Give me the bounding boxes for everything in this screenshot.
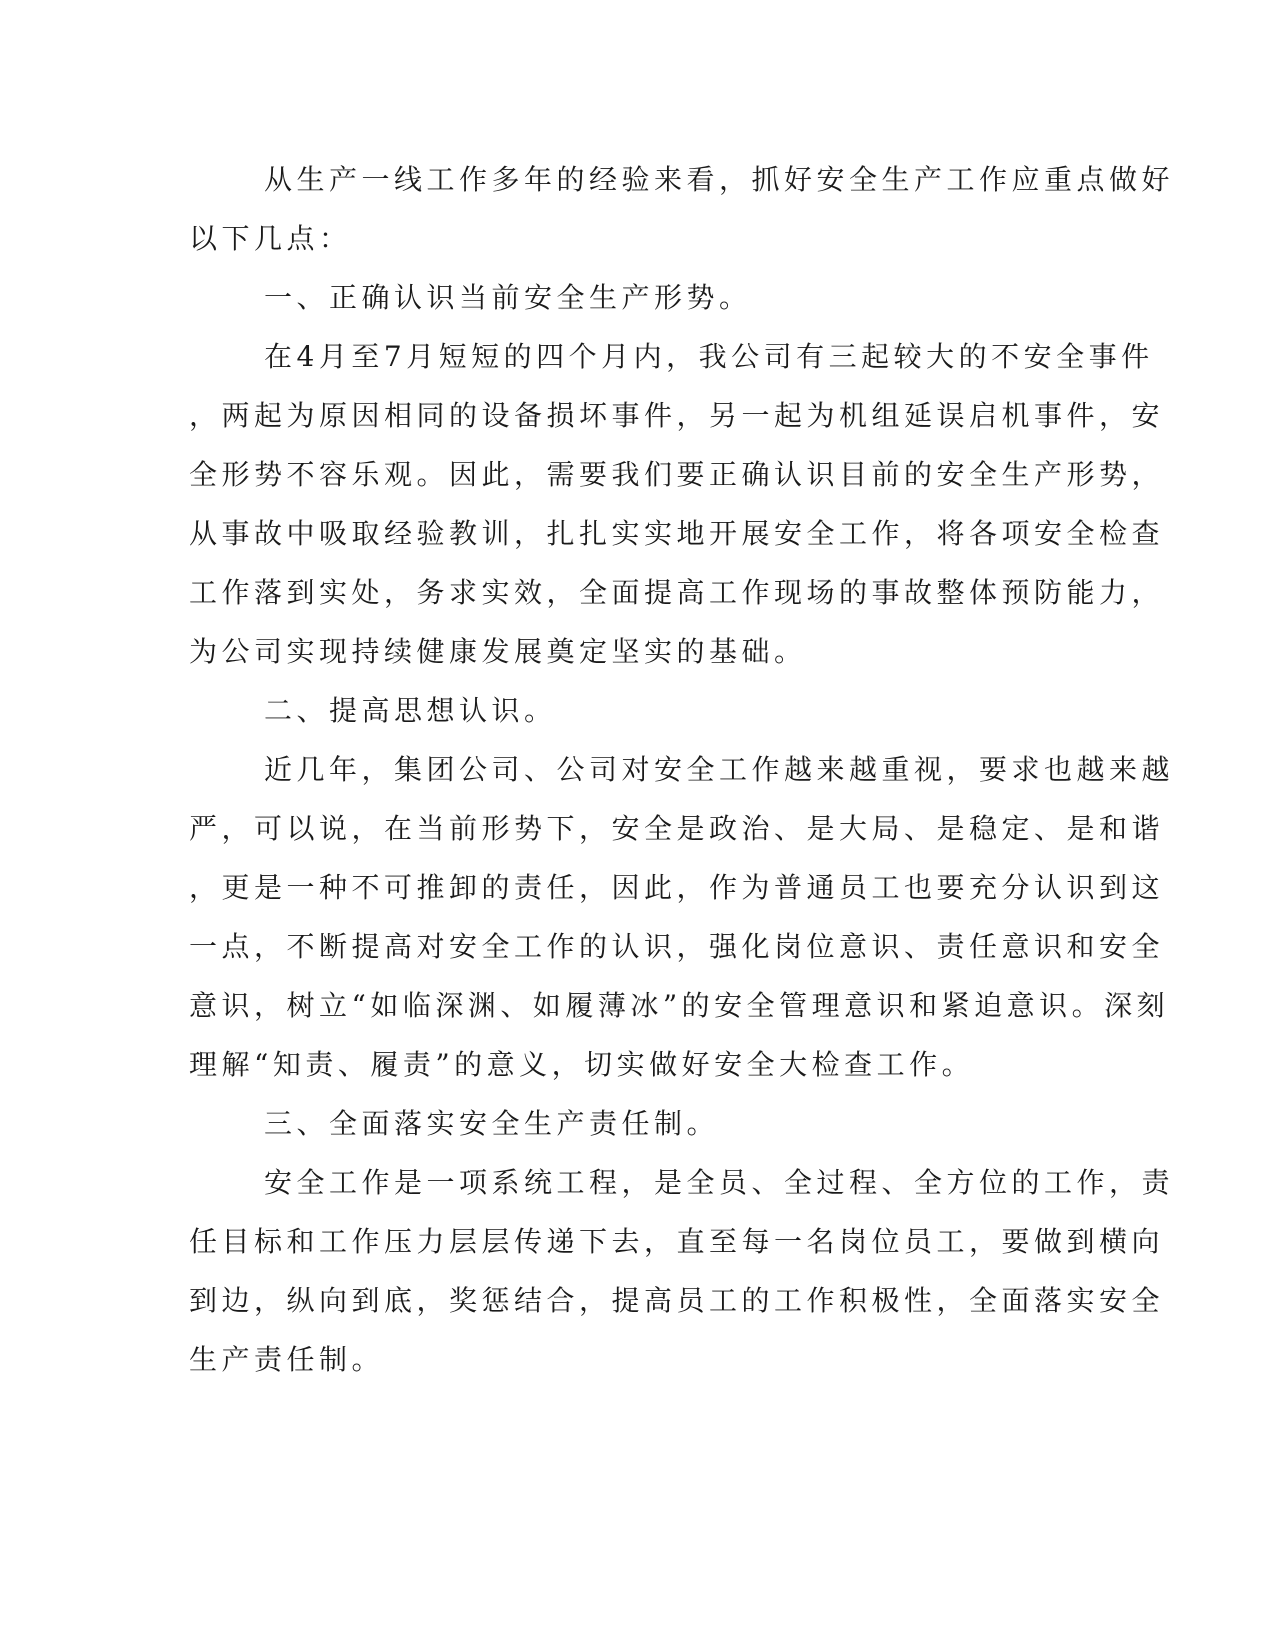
paragraph-2-line-6: 理解“知责、履责”的意义，切实做好安全大检查工作。 [189,1048,975,1081]
paragraph-1-line-5: 工作落到实处，务求实效，全面提高工作现场的事故整体预防能力， [189,576,1165,609]
section-heading-2: 二、提高思想认识。 [264,694,557,727]
paragraph-2-line-1: 近几年，集团公司、公司对安全工作越来越重视，要求也越来越 [264,753,1175,786]
paragraph-1-line-3: 全形势不容乐观。因此，需要我们要正确认识目前的安全生产形势， [189,458,1165,491]
section-heading-1: 一、正确认识当前安全生产形势。 [264,281,752,314]
paragraph-3-line-4: 生产责任制。 [189,1343,385,1376]
paragraph-3-line-1: 安全工作是一项系统工程，是全员、全过程、全方位的工作，责 [264,1166,1175,1199]
paragraph-2-line-2: 严，可以说，在当前形势下，安全是政治、是大局、是稳定、是和谐 [189,812,1165,845]
paragraph-3-line-3: 到边，纵向到底，奖惩结合，提高员工的工作积极性，全面落实安全 [189,1284,1165,1317]
paragraph-2-line-3: ，更是一种不可推卸的责任，因此，作为普通员工也要充分认识到这 [189,871,1165,904]
paragraph-2-line-5: 意识，树立“如临深渊、如履薄冰”的安全管理意识和紧迫意识。深刻 [189,989,1170,1022]
paragraph-intro-line-2: 以下几点： [189,222,352,255]
paragraph-3-line-2: 任目标和工作压力层层传递下去，直至每一名岗位员工，要做到横向 [189,1225,1165,1258]
paragraph-intro-line-1: 从生产一线工作多年的经验来看，抓好安全生产工作应重点做好 [264,163,1175,196]
paragraph-1-line-6: 为公司实现持续健康发展奠定坚实的基础。 [189,635,807,668]
paragraph-1-line-4: 从事故中吸取经验教训，扎扎实实地开展安全工作，将各项安全检查 [189,517,1165,550]
paragraph-1-line-1: 在4月至7月短短的四个月内，我公司有三起较大的不安全事件 [264,340,1154,373]
section-heading-3: 三、全面落实安全生产责任制。 [264,1107,720,1140]
paragraph-2-line-4: 一点，不断提高对安全工作的认识，强化岗位意识、责任意识和安全 [189,930,1165,963]
paragraph-1-line-2: ，两起为原因相同的设备损坏事件，另一起为机组延误启机事件，安 [189,399,1165,432]
